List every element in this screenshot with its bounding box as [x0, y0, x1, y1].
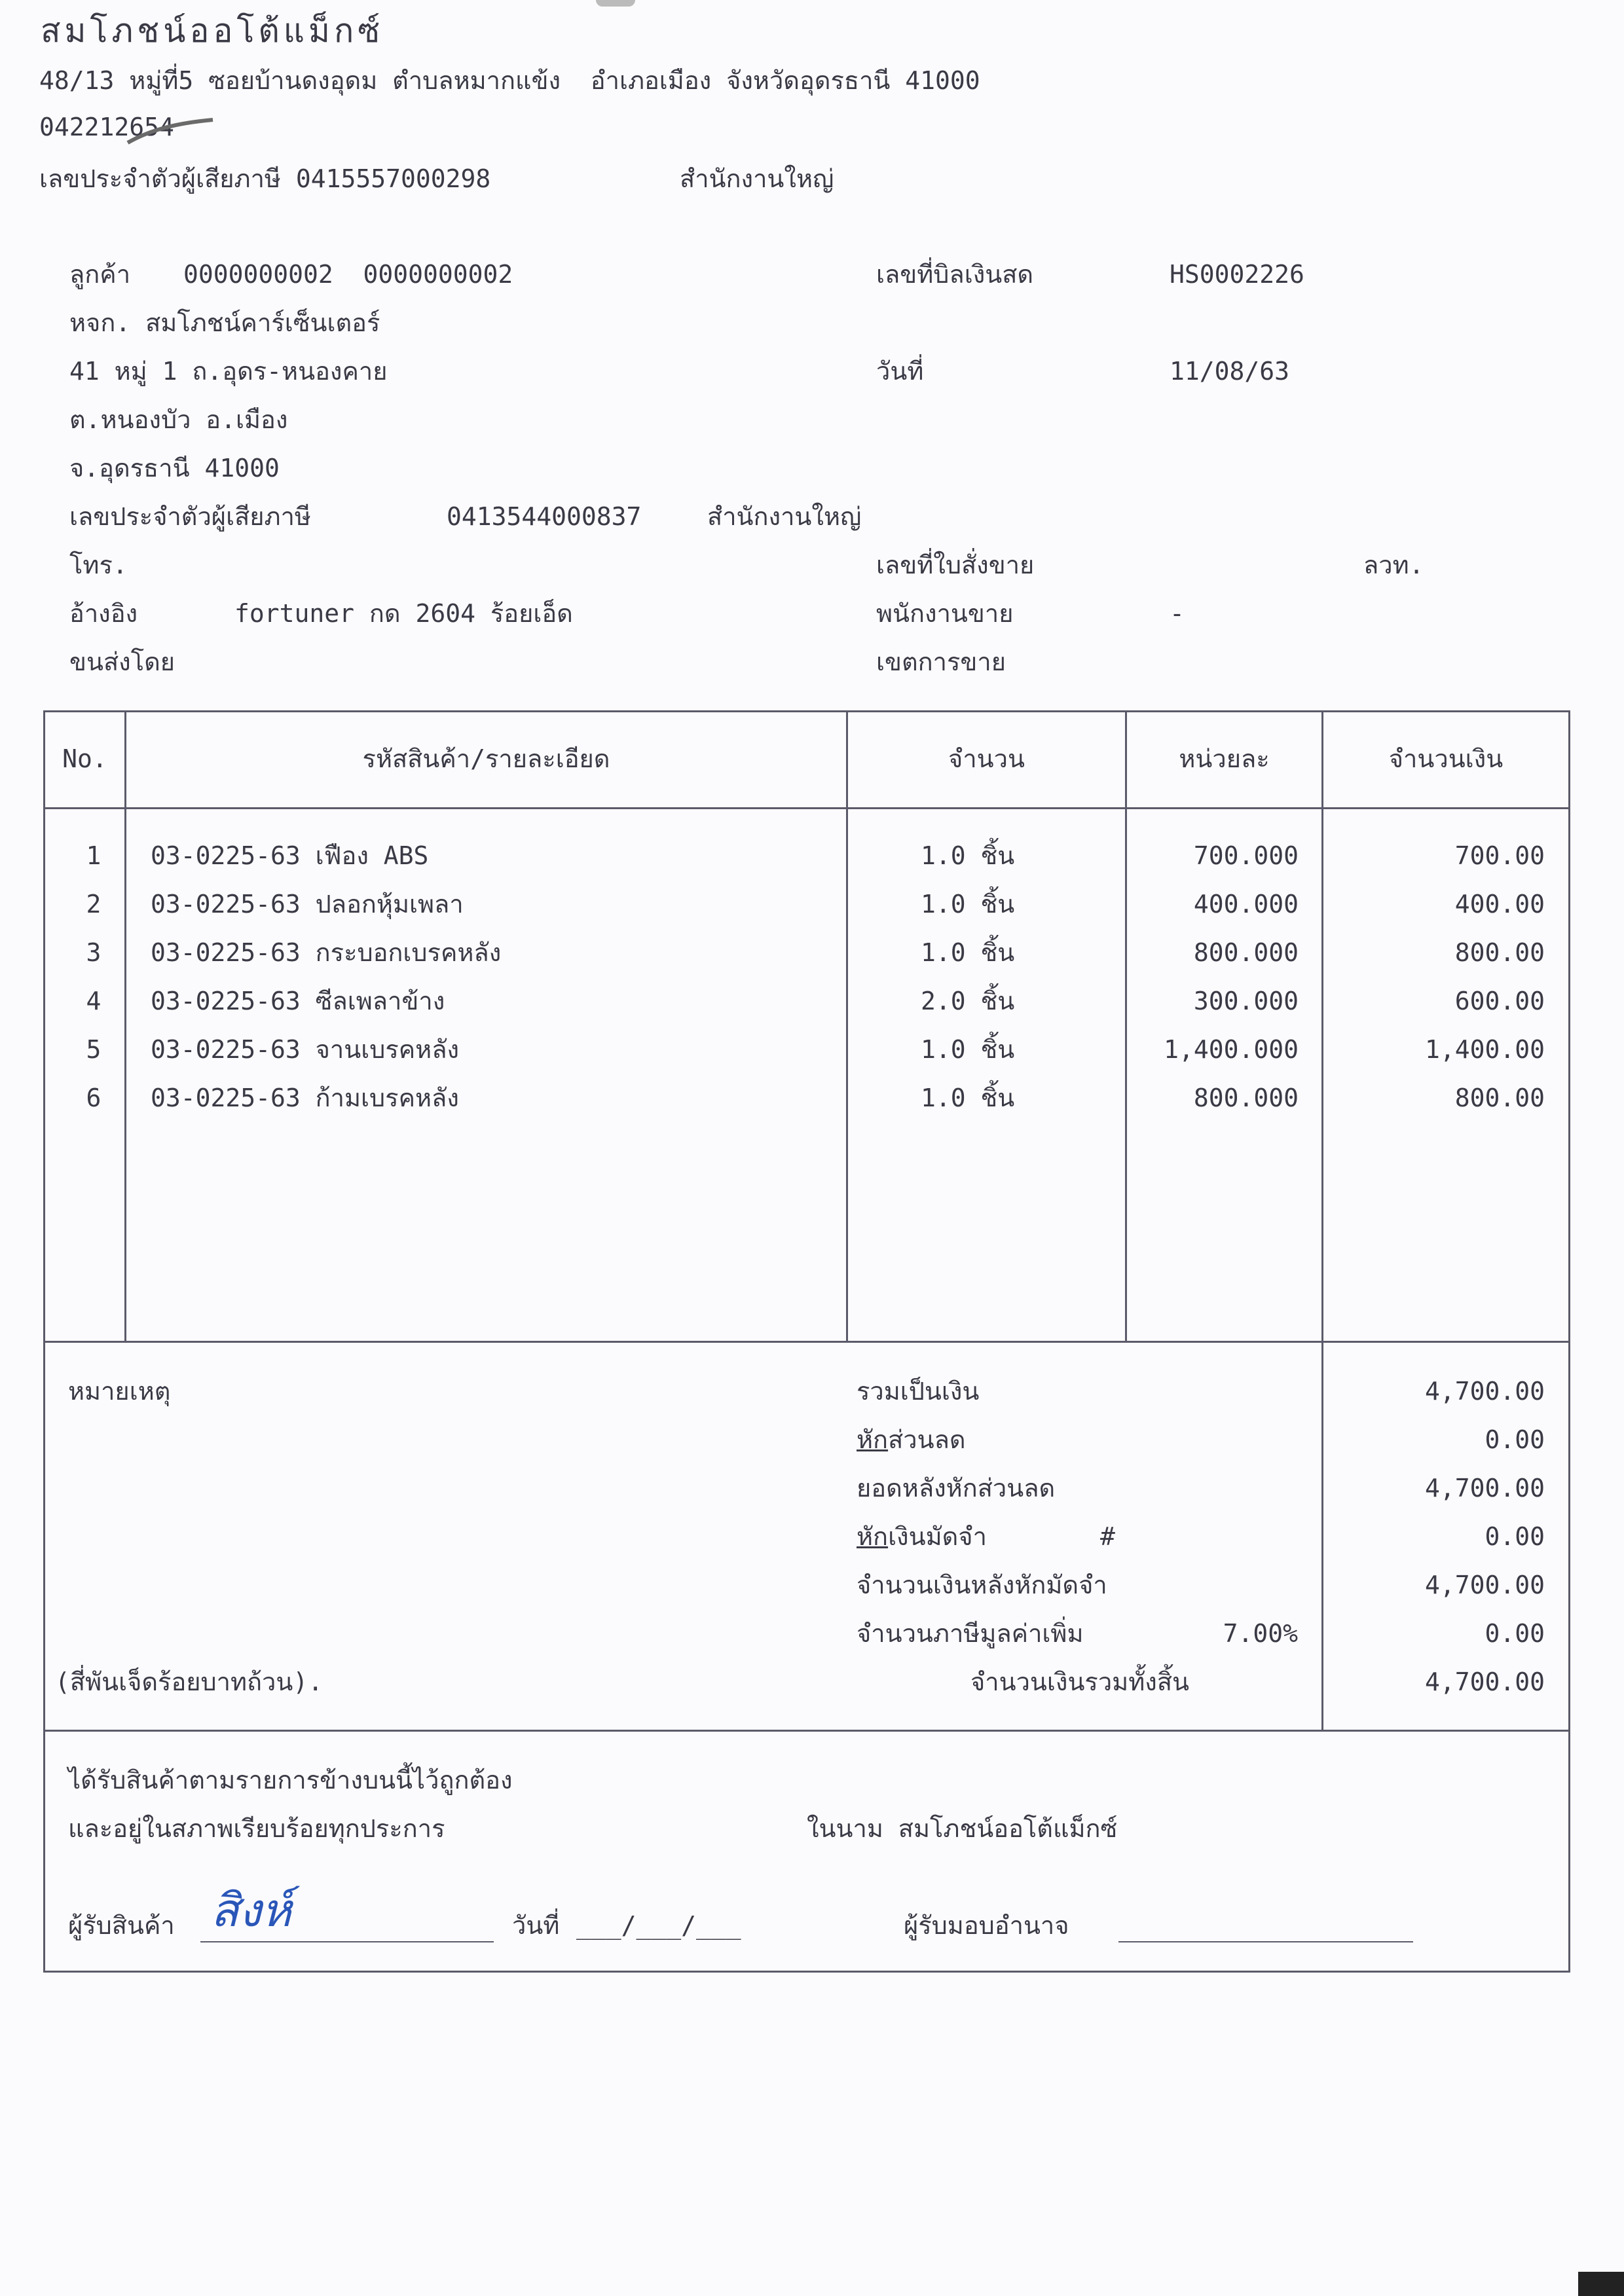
discount-label-rest: ส่วนลด — [888, 1425, 966, 1454]
reference-label: อ้างอิง — [69, 599, 138, 628]
customer-tax-label: เลขประจำตัวผู้เสียภาษี — [69, 502, 311, 531]
row-amount: 800.00 — [1454, 1084, 1545, 1112]
pen-scribble — [124, 117, 216, 149]
table-header-divider — [43, 807, 1570, 809]
bill-date-label: วันที่ — [876, 357, 924, 386]
remark-label: หมายเหตุ — [68, 1377, 171, 1406]
received-statement-2: และอยู่ในสภาพเรียบร้อยทุกประการ — [68, 1814, 445, 1843]
header-no: No. — [62, 744, 107, 773]
company-address: 48/13 หมู่ที่5 ซอยบ้านดงอุดม ตำบลหมากแข้ง อำเภอเมือง จังหวัดอุดรธานี 41000 — [39, 66, 980, 95]
header-quantity: จำนวน — [948, 744, 1025, 773]
receiver-signature: สิงห์ — [211, 1884, 292, 1937]
frame-right — [1568, 710, 1570, 1973]
reference-value: fortuner กด 2604 ร้อยเอ็ด — [234, 599, 573, 628]
row-quantity: 1.0 ชิ้น — [921, 841, 1015, 870]
row-no: 1 — [86, 841, 101, 870]
bill-no: HS0002226 — [1170, 260, 1304, 289]
table-body-bottom — [43, 1341, 1570, 1343]
receiver-signature-line — [200, 1941, 494, 1942]
row-no: 3 — [86, 938, 101, 967]
customer-label: ลูกค้า — [69, 260, 131, 289]
row-unit-price: 300.000 — [1193, 987, 1299, 1015]
received-statement-1: ได้รับสินค้าตามรายการข้างบนนี้ไว้ถูกต้อง — [68, 1766, 513, 1795]
grand-total-label: จำนวนเงินรวมทั้งสิ้น — [970, 1667, 1189, 1696]
deposit-label — [857, 1524, 987, 1549]
salesperson-value: - — [1170, 599, 1185, 628]
receive-date-blank: ___/___/___ — [576, 1911, 741, 1940]
order-no-suffix: ลวท. — [1363, 551, 1424, 579]
summary-bottom — [43, 1730, 1570, 1732]
company-tax-id: เลขประจำตัวผู้เสียภาษี 0415557000298 — [39, 164, 491, 193]
row-unit-price: 700.000 — [1193, 841, 1299, 870]
discount-label-underlined: หัก — [857, 1425, 889, 1454]
col-divider-3 — [1125, 710, 1127, 1343]
row-no: 2 — [86, 890, 101, 919]
deposit-label-rest: เงินมัดจำ — [888, 1522, 987, 1551]
row-quantity: 1.0 ชิ้น — [921, 938, 1015, 967]
deposit-value: 0.00 — [1485, 1522, 1545, 1551]
row-amount: 1,400.00 — [1424, 1035, 1545, 1064]
on-behalf-of: ในนาม สมโภชน์ออโต้แม็กซ์ — [807, 1814, 1118, 1843]
vat-value: 0.00 — [1485, 1619, 1545, 1648]
after-deposit-value: 4,700.00 — [1424, 1571, 1545, 1599]
row-no: 6 — [86, 1084, 101, 1112]
vat-rate: 7.00% — [1223, 1619, 1298, 1648]
customer-address-3: จ.อุดรธานี 41000 — [69, 454, 280, 483]
row-no: 4 — [86, 987, 101, 1015]
bill-no-label: เลขที่บิลเงินสด — [876, 260, 1034, 289]
row-unit-price: 800.000 — [1193, 1084, 1299, 1112]
company-phone: 042212654 — [39, 113, 174, 141]
table-top-border — [43, 710, 1570, 712]
row-unit-price: 800.000 — [1193, 938, 1299, 967]
row-amount: 700.00 — [1454, 841, 1545, 870]
row-unit-price: 400.000 — [1193, 890, 1299, 919]
subtotal-label: รวมเป็นเงิน — [857, 1377, 980, 1406]
company-branch: สำนักงานใหญ่ — [680, 164, 834, 193]
customer-tax-id: 0413544000837 — [447, 502, 642, 531]
header-unit-price: หน่วยละ — [1179, 744, 1270, 773]
row-description: 03-0225-63 เฟือง ABS — [151, 841, 429, 870]
authorized-signature-line — [1118, 1941, 1413, 1942]
customer-address-2: ต.หนองบัว อ.เมือง — [69, 405, 288, 434]
customer-code: 0000000002 0000000002 — [183, 260, 513, 289]
row-amount: 600.00 — [1454, 987, 1545, 1015]
customer-name: หจก. สมโภชน์คาร์เซ็นเตอร์ — [69, 308, 380, 337]
row-description: 03-0225-63 จานเบรคหลัง — [151, 1035, 460, 1064]
row-unit-price: 1,400.000 — [1164, 1035, 1299, 1064]
row-description: 03-0225-63 กระบอกเบรคหลัง — [151, 938, 502, 967]
receiver-label: ผู้รับสินค้า — [68, 1911, 175, 1940]
deposit-hash: # — [1100, 1522, 1115, 1551]
subtotal-value: 4,700.00 — [1424, 1377, 1545, 1406]
receive-date-label: วันที่ — [512, 1911, 560, 1940]
order-no-label: เลขที่ใบสั่งขาย — [876, 551, 1035, 579]
header-description: รหัสสินค้า/รายละเอียด — [362, 744, 610, 773]
after-discount-value: 4,700.00 — [1424, 1474, 1545, 1503]
customer-branch: สำนักงานใหญ่ — [707, 502, 862, 531]
row-description: 03-0225-63 ปลอกหุ้มเพลา — [151, 890, 464, 919]
authorized-label: ผู้รับมอบอำนาจ — [904, 1911, 1069, 1940]
shipping-label: ขนส่งโดย — [69, 647, 175, 676]
row-quantity: 1.0 ชิ้น — [921, 1035, 1015, 1064]
paper-tear — [596, 0, 635, 7]
footer-bottom — [43, 1971, 1570, 1973]
phone-label: โทร. — [69, 551, 128, 579]
discount-label — [857, 1427, 966, 1452]
row-quantity: 1.0 ชิ้น — [921, 1084, 1015, 1112]
customer-address-1: 41 หมู่ 1 ถ.อุดร-หนองคาย — [69, 357, 388, 386]
row-description: 03-0225-63 ซีลเพลาข้าง — [151, 987, 445, 1015]
after-discount-label: ยอดหลังหักส่วนลด — [857, 1474, 1056, 1503]
row-amount: 400.00 — [1454, 890, 1545, 919]
grand-total-value: 4,700.00 — [1424, 1667, 1545, 1696]
col-divider-2 — [846, 710, 848, 1343]
discount-value: 0.00 — [1485, 1425, 1545, 1454]
deposit-label-underlined: หัก — [857, 1522, 889, 1551]
row-amount: 800.00 — [1454, 938, 1545, 967]
row-description: 03-0225-63 ก้ามเบรคหลัง — [151, 1084, 459, 1112]
vat-label: จำนวนภาษีมูลค่าเพิ่ม — [857, 1619, 1084, 1648]
salesperson-label: พนักงานขาย — [876, 599, 1014, 628]
company-name: สมโภชน์ออโต้แม็กซ์ — [41, 12, 384, 50]
scan-edge — [1578, 2272, 1624, 2296]
row-quantity: 1.0 ชิ้น — [921, 890, 1015, 919]
col-divider-1 — [124, 710, 126, 1343]
row-no: 5 — [86, 1035, 101, 1064]
header-amount: จำนวนเงิน — [1388, 744, 1504, 773]
row-quantity: 2.0 ชิ้น — [921, 987, 1015, 1015]
bill-date: 11/08/63 — [1170, 357, 1290, 386]
sales-area-label: เขตการขาย — [876, 647, 1006, 676]
amount-in-words: (สี่พันเจ็ดร้อยบาทถ้วน). — [55, 1667, 323, 1696]
after-deposit-label: จำนวนเงินหลังหักมัดจำ — [857, 1571, 1107, 1599]
